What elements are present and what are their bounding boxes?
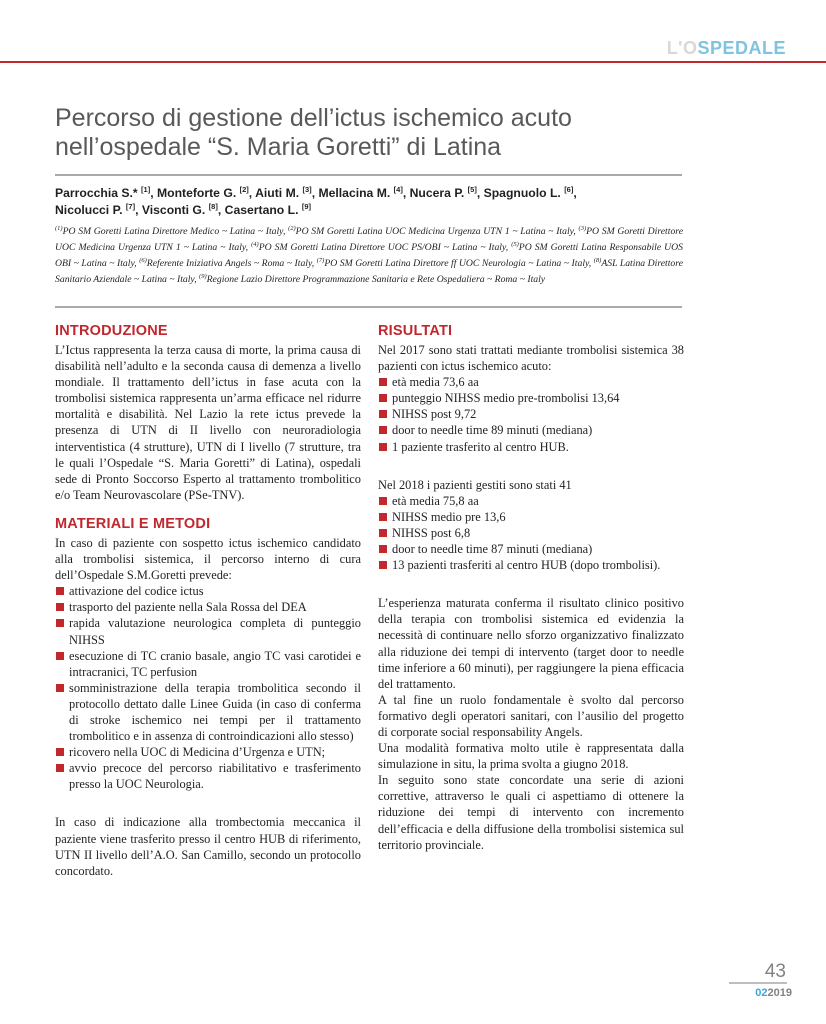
- list-item: rapida valutazione neurologica completa di punteggio NIHSS: [55, 615, 361, 647]
- author-separator: ,: [573, 186, 577, 200]
- affiliation-ref: (9): [199, 272, 207, 280]
- list-item: ricovero nella UOC di Medicina d’Urgenza e UTN;: [55, 744, 361, 760]
- author-separator: ,: [476, 186, 484, 200]
- list-item: door to needle time 89 minuti (mediana): [378, 422, 684, 438]
- section-heading-risultati: RISULTATI: [378, 323, 453, 339]
- risultati-list-2017: [378, 374, 684, 454]
- list-item: trasporto del paziente nella Sala Rossa del DEA: [55, 599, 361, 615]
- affiliation-text: ASL Latina Direttore Sanitario Aziendale ~ Latina ~ Italy,: [55, 258, 683, 285]
- issue-year: 2019: [767, 987, 792, 999]
- affiliations: [55, 224, 683, 288]
- list-item: 13 pazienti trasferiti al centro HUB (dopo trombolisi).: [378, 557, 684, 573]
- affiliation-text: PO SM Goretti Latina UOC Medicina Urgenza UTN 1 ~ Latina ~ Italy,: [295, 226, 579, 237]
- list-item: NIHSS medio pre 13,6: [378, 509, 684, 525]
- affiliation-text: PO SM Goretti Direttore UOC Medicina Urgenza UTN 1 ~ Latina ~ Italy,: [55, 226, 683, 253]
- author-name: Monteforte G.: [157, 186, 237, 200]
- right-column: [378, 322, 684, 853]
- author-separator: ,: [248, 186, 256, 200]
- risultati-intro-2017: Nel 2017 sono stati trattati mediante trombolisi sistemica 38 pazienti con ictus ischemico acuto:: [378, 343, 684, 374]
- author-name: Nicolucci P.: [55, 203, 123, 217]
- authors: [55, 185, 685, 219]
- author-name: Mellacina M.: [318, 186, 391, 200]
- list-item: attivazione del codice ictus: [55, 583, 361, 599]
- affiliation-text: PO SM Goretti Latina Direttore UOC PS/OBI ~ Latina ~ Italy,: [258, 242, 512, 253]
- affiliation-text: PO SM Goretti Latina Direttore Medico ~ Latina ~ Italy,: [62, 226, 289, 237]
- author-ref: [2]: [239, 184, 249, 194]
- affiliation-text: PO SM Goretti Latina Responsabile UOS OBI ~ Latina ~ Italy,: [55, 242, 683, 269]
- title-line-2: nell’ospedale “S. Maria Goretti” di Latina: [55, 133, 502, 161]
- materiali-outro: In caso di indicazione alla trombectomia meccanica il paziente viene trasferito presso il centro HUB di riferimento, UTN II livello dell’A.O. San Camillo, secondo un protocollo concordato.: [55, 815, 361, 878]
- list-item: NIHSS post 9,72: [378, 406, 684, 422]
- affiliation-ref: (7): [316, 256, 325, 264]
- author-ref: [5]: [467, 184, 477, 194]
- logo-prefix: L'O: [666, 38, 698, 58]
- list-item: 1 paziente trasferito al centro HUB.: [378, 439, 684, 455]
- affiliation-ref: (8): [593, 256, 602, 264]
- list-item: avvio precoce del percorso riabilitativo e trasferimento presso la UOC Neurologia.: [55, 760, 361, 792]
- introduzione-text: L’Ictus rappresenta la terza causa di morte, la prima causa di disabilità nell’adulto e la seconda causa di demenza a livello mondiale. Il trattamento dell’ictus in fase acuta con la trombolisi sistemica rappresenta un’arma efficace nel ridurre mortalità e disabilità. Nel Lazio la rete ictus prevede la presenza di UTN di II livello con neuroradiologia interventistica (4 strutture), UTN di I livello (7 strutture, tra le quali l’Ospedale “S. Maria Goretti” di Latina), ospedali sede di Pronto Soccorso Esperto al trattamento trombolitico e/o Team Neurovascolare (PSe-TNV).: [55, 343, 361, 502]
- left-column: [55, 322, 361, 879]
- issue-number: 02: [755, 987, 768, 999]
- page-number: 43: [764, 961, 786, 982]
- affiliation-text: PO SM Goretti Latina Direttore ff UOC Neurologia ~ Latina ~ Italy,: [324, 258, 594, 269]
- magazine-logo: [667, 38, 786, 59]
- title-line-1: Percorso di gestione dell’ictus ischemico acuto: [55, 104, 572, 132]
- risultati-paragraph: In seguito sono state concordate una serie di azioni correttive, attraverso le quali ci aspettiamo di ottenere la riduzione dei tempi di intervento con incremento dell’efficacia e della diffusione della trombolisi sistemica sul territorio provinciale.: [378, 773, 684, 852]
- author-name: Visconti G.: [141, 203, 206, 217]
- affiliation-ref: (4): [251, 240, 259, 248]
- author-separator: ,: [402, 186, 410, 200]
- affiliation-ref: (1): [55, 224, 63, 232]
- header-rule: [0, 61, 826, 63]
- author-separator: ,: [150, 186, 157, 200]
- author-name: Nucera P.: [409, 186, 465, 200]
- affiliation-ref: (5): [511, 240, 519, 248]
- list-item: età media 75,8 aa: [378, 493, 684, 509]
- affiliations-rule: [55, 306, 682, 308]
- author-ref: [6]: [564, 184, 574, 194]
- affiliation-ref: (6): [139, 256, 147, 264]
- author-name: Spagnuolo L.: [483, 186, 561, 200]
- author-ref: [8]: [208, 201, 218, 211]
- author-ref: [7]: [125, 201, 136, 211]
- list-item: NIHSS post 6,8: [378, 525, 684, 541]
- author-name: Casertano L.: [224, 203, 299, 217]
- section-heading-materiali: MATERIALI E METODI: [55, 515, 211, 532]
- issue-label: [755, 987, 792, 999]
- risultati-paragraph: Una modalità formativa molto utile è rappresentata dalla simulazione in situ, la prima svolta a giugno 2018.: [378, 741, 684, 772]
- risultati-paragraph: L’esperienza maturata conferma il risultato clinico positivo della terapia con trombolisi sistemica ed evidenzia la necessità di continuare nello sforzo organizzativo finalizzato alla riduzione dei tempi di intervento (target door to needle time inferiore a 60 minuti), per raggiungere la piena efficacia del trattamento.: [378, 596, 684, 691]
- footer-rule: [729, 982, 787, 984]
- author-ref: [1]: [141, 184, 151, 194]
- list-item: punteggio NIHSS medio pre-trombolisi 13,64: [378, 390, 684, 406]
- author-name: Parrocchia S.*: [55, 186, 138, 200]
- affiliation-ref: (3): [578, 224, 587, 232]
- risultati-list-2018: [378, 493, 684, 573]
- author-ref: [9]: [301, 201, 312, 211]
- author-ref: [3]: [302, 184, 312, 194]
- affiliation-ref: (2): [288, 224, 296, 232]
- materiali-list: [55, 583, 361, 792]
- author-separator: ,: [311, 186, 319, 200]
- risultati-intro-2018: Nel 2018 i pazienti gestiti sono stati 41: [378, 477, 572, 492]
- title-rule: [55, 174, 682, 176]
- list-item: età media 73,6 aa: [378, 374, 684, 390]
- risultati-paragraph: A tal fine un ruolo fondamentale è svolto dal percorso formativo degli operatori sanitari, con l’ausilio del progetto di corporate social responsability Angels.: [378, 692, 684, 739]
- author-separator: ,: [135, 203, 142, 217]
- affiliation-text: Regione Lazio Direttore Programmazione Sanitaria e Rete Ospedaliera ~ Roma ~ Italy: [206, 274, 546, 285]
- materiali-intro: In caso di paziente con sospetto ictus ischemico candidato alla trombolisi sistemica, il percorso interno di cura dell’Ospedale S.M.Goretti prevede:: [55, 535, 361, 583]
- list-item: door to needle time 87 minuti (mediana): [378, 541, 684, 557]
- list-item: esecuzione di TC cranio basale, angio TC vasi carotidei e intracranici, TC perfusion: [55, 648, 361, 680]
- affiliation-text: Referente Iniziativa Angels ~ Roma ~ Italy,: [146, 258, 317, 269]
- article-title: [55, 104, 695, 162]
- logo-text: SPEDALE: [697, 38, 786, 58]
- author-separator: ,: [217, 203, 225, 217]
- section-heading-introduzione: INTRODUZIONE: [55, 323, 168, 339]
- author-name: Aiuti M.: [255, 186, 300, 200]
- list-item: somministrazione della terapia trombolitica secondo il protocollo dettato dalle Linee Guida (in caso di conferma di stroke ischemico nei tempi per il trattamento trombolitico e in assenza di controindicazioni allo stesso): [55, 680, 361, 744]
- author-ref: [4]: [393, 184, 403, 194]
